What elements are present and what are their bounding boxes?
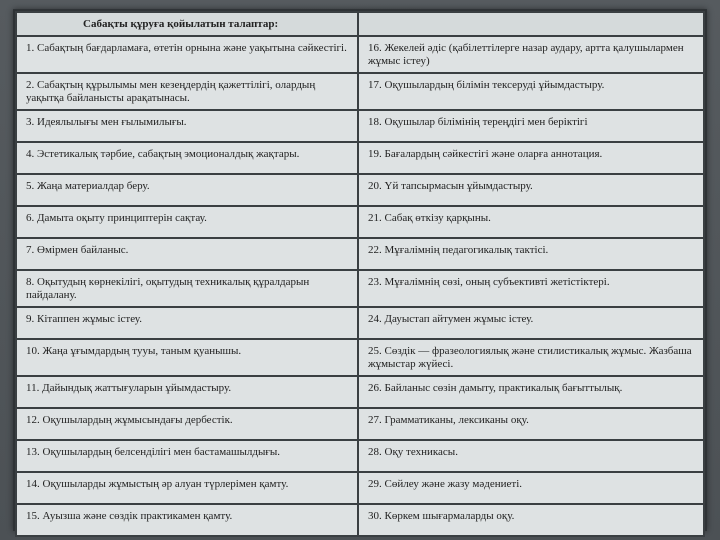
table-header-row: [15, 11, 705, 37]
table-row: [15, 308, 705, 340]
requirement-cell-right: 21. Сабақ өткізу қарқыны.: [359, 207, 705, 239]
requirement-cell-right: 27. Грамматиканы, лексиканы оқу.: [359, 409, 705, 441]
requirement-cell-left: 15. Ауызша және сөздік практикамен қамту.: [15, 505, 359, 537]
requirement-cell-left: 7. Өмірмен байланыс.: [15, 239, 359, 271]
requirement-cell-left: 5. Жаңа материалдар беру.: [15, 175, 359, 207]
requirement-cell-left: 12. Оқушылардың жұмысындағы дербестік.: [15, 409, 359, 441]
table-row: [15, 340, 705, 377]
table-row: [15, 271, 705, 308]
requirement-cell-left: 13. Оқушылардың белсенділігі мен бастамашылдығы.: [15, 441, 359, 473]
requirement-cell-right: 28. Оқу техникасы.: [359, 441, 705, 473]
requirement-cell-right: 19. Бағалардың сәйкестігі және оларға аннотация.: [359, 143, 705, 175]
table-row: [15, 143, 705, 175]
requirement-cell-left: 6. Дамыта оқыту принциптерін сақтау.: [15, 207, 359, 239]
requirements-table: [15, 11, 705, 537]
requirement-cell-left: 10. Жаңа ұғымдардың тууы, таным қуанышы.: [15, 340, 359, 377]
requirement-cell-right: 29. Сөйлеу және жазу мәдениеті.: [359, 473, 705, 505]
table-header-empty-cell: [359, 11, 705, 37]
table-row: [15, 505, 705, 537]
table-row: [15, 37, 705, 74]
table-row: [15, 175, 705, 207]
table-row: [15, 377, 705, 409]
requirement-cell-right: 20. Үй тапсырмасын ұйымдастыру.: [359, 175, 705, 207]
requirement-cell-left: 1. Сабақтың бағдарламаға, өтетін орнына және уақытына сәйкестігі.: [15, 37, 359, 74]
requirement-cell-right: 17. Оқушылардың білімін тексеруді ұйымдастыру.: [359, 74, 705, 111]
requirement-cell-left: 4. Эстетикалық тәрбие, сабақтың эмоционалдық жақтары.: [15, 143, 359, 175]
requirement-cell-left: 2. Сабақтың құрылымы мен кезеңдердің қажеттілігі, олардың уақытқа байланысты арақатынасы.: [15, 74, 359, 111]
table-title: Сабақты құруға қойылатын талаптар:: [15, 11, 359, 37]
requirement-cell-left: 11. Дайындық жаттығуларын ұйымдастыру.: [15, 377, 359, 409]
requirement-cell-left: 8. Оқытудың көрнекілігі, оқытудың техникалық құралдарын пайдалану.: [15, 271, 359, 308]
table-row: [15, 409, 705, 441]
requirement-cell-right: 26. Байланыс сөзін дамыту, практикалық бағыттылық.: [359, 377, 705, 409]
requirement-cell-left: 14. Оқушыларды жұмыстың әр алуан түрлерімен қамту.: [15, 473, 359, 505]
requirement-cell-right: 24. Дауыстап айтумен жұмыс істеу.: [359, 308, 705, 340]
requirement-cell-right: 30. Көркем шығармаларды оқу.: [359, 505, 705, 537]
table-row: [15, 441, 705, 473]
requirement-cell-right: 18. Оқушылар білімінің тереңдігі мен беріктігі: [359, 111, 705, 143]
requirement-cell-left: 3. Идеялылығы мен ғылымилығы.: [15, 111, 359, 143]
table-row: [15, 111, 705, 143]
requirement-cell-left: 9. Кітаппен жұмыс істеу.: [15, 308, 359, 340]
table-row: [15, 207, 705, 239]
requirement-cell-right: 25. Сөздік — фразеологиялық және стилистикалық жұмыс. Жазбаша жұмыстар жүйесі.: [359, 340, 705, 377]
table-row: [15, 239, 705, 271]
requirement-cell-right: 16. Жекелей әдіс (қабілеттілерге назар аудару, артта қалушылармен жұмыс істеу): [359, 37, 705, 74]
requirement-cell-right: 23. Мұғалімнің сөзі, оның субъективті жетістіктері.: [359, 271, 705, 308]
requirement-cell-right: 22. Мұғалімнің педагогикалық тактісі.: [359, 239, 705, 271]
table-row: [15, 473, 705, 505]
table-row: [15, 74, 705, 111]
